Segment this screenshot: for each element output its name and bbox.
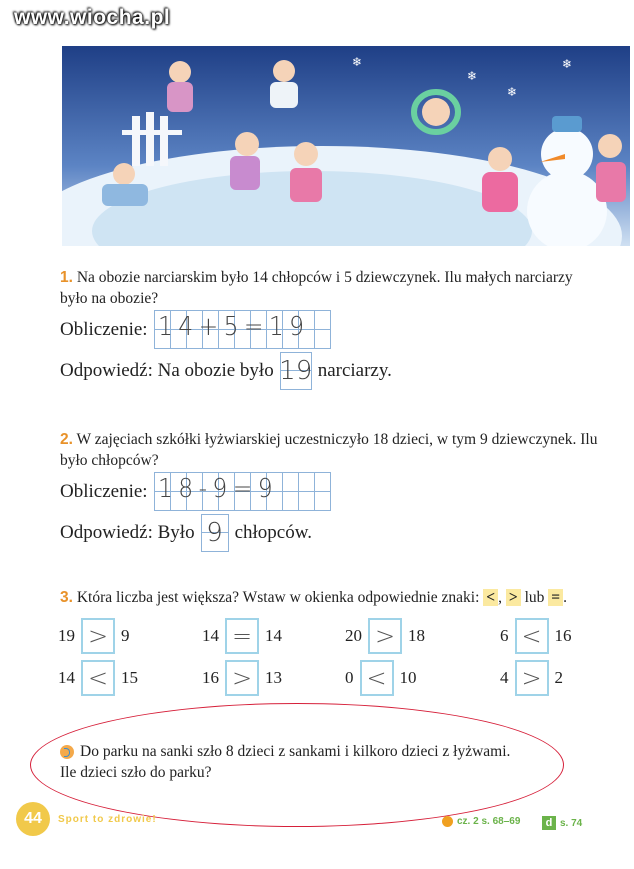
comparison-item xyxy=(345,618,425,654)
comparison-left-number: 0 xyxy=(345,668,354,687)
task1-calc-row xyxy=(60,310,331,349)
task1-calc-label: Obliczenie: xyxy=(60,318,148,340)
comparison-left-number: 6 xyxy=(500,626,509,645)
comparison-item xyxy=(500,618,572,654)
comparison-left-number: 14 xyxy=(58,668,75,687)
footer-ref1 xyxy=(442,816,520,827)
comparison-sign-box[interactable] xyxy=(81,660,115,696)
comparison-sign: > xyxy=(521,664,542,692)
task2-number: 2. xyxy=(60,431,73,448)
task1-answer-row xyxy=(60,352,392,390)
sign-eq: = xyxy=(548,589,563,606)
task3-lub: lub xyxy=(524,589,545,606)
svg-text:❄: ❄ xyxy=(507,85,518,99)
task3-question: Która liczba jest większa? Wstaw w okienka odpowiednie znaki: xyxy=(76,589,480,606)
svg-text:❄: ❄ xyxy=(467,69,478,83)
sign-gt: > xyxy=(506,589,521,606)
task2-question: W zajęciach szkółki łyżwiarskiej uczestniczyło 18 dzieci, w tym 9 dziewczynek. Ilu było chłopców? xyxy=(60,431,598,469)
comparison-sign-box[interactable] xyxy=(81,618,115,654)
comparison-item xyxy=(202,618,282,654)
task1-answer-after: narciarzy. xyxy=(317,360,392,381)
winter-illustration xyxy=(62,46,630,246)
comparison-sign-box[interactable] xyxy=(515,660,549,696)
footer-ref1-text: cz. 2 s. 68–69 xyxy=(457,816,521,827)
task2-answer-box[interactable] xyxy=(201,514,229,552)
svg-text:❄: ❄ xyxy=(352,55,363,69)
comparison-left-number: 19 xyxy=(58,626,75,645)
task2-calc-grid[interactable] xyxy=(154,472,331,511)
footer-ref2 xyxy=(542,816,582,830)
comparison-left-number: 4 xyxy=(500,668,509,687)
task2-text xyxy=(60,429,600,471)
footer-ref2-text: s. 74 xyxy=(560,817,583,829)
chapter-title: Sport to zdrowie! xyxy=(58,814,157,825)
task2-answer-value: 9 xyxy=(206,518,223,548)
task1-number: 1. xyxy=(60,269,73,286)
comparison-item xyxy=(345,660,417,696)
task1-question: Na obozie narciarskim było 14 chłopców i 5 dziewczynek. Ilu małych narciarzy było na obozie? xyxy=(60,269,573,307)
task1-calc-grid[interactable] xyxy=(154,310,331,349)
task2-calc-answer: 18-9=9 xyxy=(157,474,278,504)
comparison-sign: > xyxy=(231,664,253,692)
comparison-right-number: 2 xyxy=(554,668,563,687)
task1-answer-before: Odpowiedź: Na obozie było xyxy=(60,360,274,381)
comparison-sign-box[interactable] xyxy=(368,618,402,654)
comparison-item xyxy=(500,660,563,696)
comparison-left-number: 14 xyxy=(202,626,219,645)
comparison-right-number: 14 xyxy=(265,626,282,645)
task1-calc-answer: 14+5=19 xyxy=(157,312,310,342)
comparison-sign: < xyxy=(366,664,387,692)
comparison-item xyxy=(202,660,282,696)
comparison-sign: > xyxy=(374,622,396,650)
task2-answer-row xyxy=(60,514,312,552)
comparison-item xyxy=(58,618,130,654)
task1-text xyxy=(60,267,600,309)
comparison-right-number: 13 xyxy=(265,668,282,687)
comparison-left-number: 16 xyxy=(202,668,219,687)
comparison-right-number: 16 xyxy=(554,626,572,645)
d-icon: d xyxy=(542,816,556,830)
task1-answer-box[interactable] xyxy=(280,352,312,390)
task-star-icon xyxy=(60,745,74,759)
comparison-sign-box[interactable] xyxy=(360,660,394,696)
task3-text: 3. Która liczba jest większa? Wstaw w okienka odpowiednie znaki: < , > lub = . xyxy=(60,589,567,606)
watermark: www.wiocha.pl xyxy=(14,6,171,29)
task4-text xyxy=(60,741,560,783)
task2-answer-after: chłopców. xyxy=(234,522,312,543)
comparison-sign-box[interactable] xyxy=(225,660,259,696)
comparison-sign: = xyxy=(231,622,253,650)
comparison-item xyxy=(58,660,138,696)
comparison-right-number: 15 xyxy=(121,668,138,687)
comparison-sign: < xyxy=(87,664,109,692)
task3-number: 3. xyxy=(60,589,73,606)
comparison-sign-box[interactable] xyxy=(515,618,549,654)
task2-calc-label: Obliczenie: xyxy=(60,480,148,502)
comparison-right-number: 9 xyxy=(121,626,130,645)
comparison-right-number: 10 xyxy=(399,668,417,687)
task1-answer-value: 19 xyxy=(279,356,313,386)
comparison-sign: > xyxy=(87,622,109,650)
comparison-sign: < xyxy=(521,622,542,650)
workbook-icon xyxy=(442,816,453,827)
task4-line1: Do parku na sanki szło 8 dzieci z sankami i kilkoro dzieci z łyżwami. xyxy=(80,743,511,760)
comparison-sign-box[interactable] xyxy=(225,618,259,654)
task2-calc-row xyxy=(60,472,331,511)
task4-line2: Ile dzieci szło do parku? xyxy=(60,764,212,781)
comparison-left-number: 20 xyxy=(345,626,362,645)
sign-lt: < xyxy=(483,589,498,606)
task2-answer-before: Odpowiedź: Było xyxy=(60,522,195,543)
svg-text:❄: ❄ xyxy=(562,57,573,71)
page-number: 44 xyxy=(16,802,50,836)
comparison-right-number: 18 xyxy=(408,626,425,645)
